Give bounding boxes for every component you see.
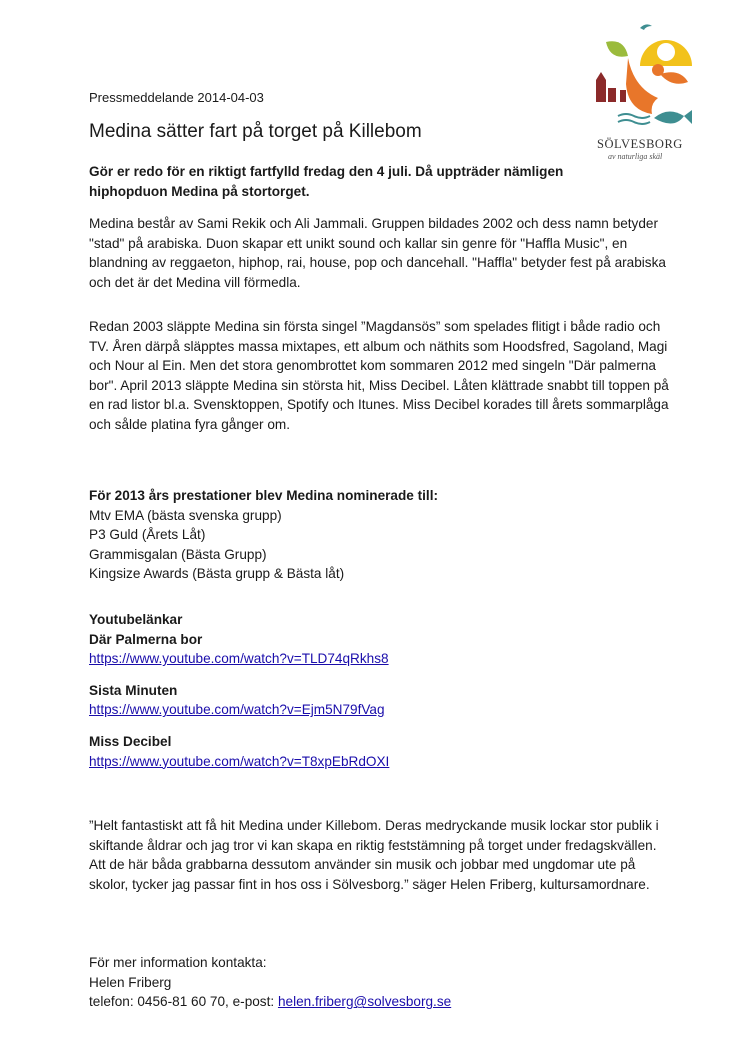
nomination-item: Grammisgalan (Bästa Grupp) [89,546,267,562]
youtube-heading: Youtubelänkar [89,612,183,627]
release-date-line: Pressmeddelande 2014-04-03 [89,90,264,105]
contact-phone: telefon: 0456-81 60 70, e-post: [89,994,278,1010]
contact-details [89,992,669,1012]
video-title: Miss Decibel [89,733,172,749]
youtube-link[interactable]: https://www.youtube.com/watch?v=T8xpEbRdOXI [89,753,390,769]
nomination-item: P3 Guld (Årets Låt) [89,527,206,543]
logo-name: SÖLVESBORG [597,137,683,151]
contact-intro: För mer information kontakta: [89,955,267,970]
video-title: Där Palmerna bor [89,631,203,647]
youtube-links-section [89,610,669,771]
nominations-heading: För 2013 års prestationer blev Medina nominerade till: [89,488,439,503]
logo-tagline: av naturliga skäl [608,152,663,161]
page-title: Medina sätter fart på torget på Killebom [89,121,422,142]
nominations-section [89,486,669,584]
email-link[interactable]: helen.friberg@solvesborg.se [277,994,452,1010]
youtube-link[interactable]: https://www.youtube.com/watch?v=TLD74qRkhs8 [89,651,389,667]
contact-section [89,953,669,1012]
video-title: Sista Minuten [89,682,178,698]
contact-name: Helen Friberg [89,974,172,990]
body-paragraph-1: Medina består av Sami Rekik och Ali Jammali. Gruppen bildades 2002 och dess namn betyder "stad" på arabiska. Duon skapar ett unikt sound och kallar sin genre för "Haffla Music", en blandning av reggaeton, hiphop, rai, house, pop och dancehall. "Haffla" betyder fest på arabiska och det är det Medina vill förmedla. [89,216,666,290]
quote-paragraph: ”Helt fantastiskt att få hit Medina under Killebom. Deras medryckande musik lockar stor publik i skiftande åldrar och jag tror vi kan skapa en riktig feststämning på torget under fredagskvällen. Att de här båda grabbarna dessutom använder sin musik och jobbar med ungdomar ute på skolor, tycker jag passar fint in hos oss i Sölvesborg.” säger Helen Friberg, kultursamordnare. [89,818,659,892]
lead-paragraph: Gör er redo för en riktigt fartfylld fredag den 4 juli. Då uppträder nämligen hiphopduon Medina på stortorget. [89,164,564,199]
nomination-item: Mtv EMA (bästa svenska grupp) [89,507,282,523]
nomination-item: Kingsize Awards (Bästa grupp & Bästa låt) [89,566,345,582]
body-paragraph-2: Redan 2003 släppte Medina sin första singel ”Magdansös” som spelades flitigt i både radio och TV. Åren därpå släpptes massa mixtapes, ett album och näthits som Hoodsfred, Sagoland, Magi och Nour al Ein. Men det stora genombrottet kom sommaren 2012 med singeln "Där palmerna bor". April 2013 släppte Medina sin största hit, Miss Decibel. Låten klättrade snabbt till toppen på en rad listor bl.a. Svensktoppen, Spotify och Itunes. Miss Decibel korades till årets sommarplåga och sålde platina fyra gånger om. [89,319,669,432]
youtube-link[interactable]: https://www.youtube.com/watch?v=Ejm5N79fVag [89,702,385,718]
